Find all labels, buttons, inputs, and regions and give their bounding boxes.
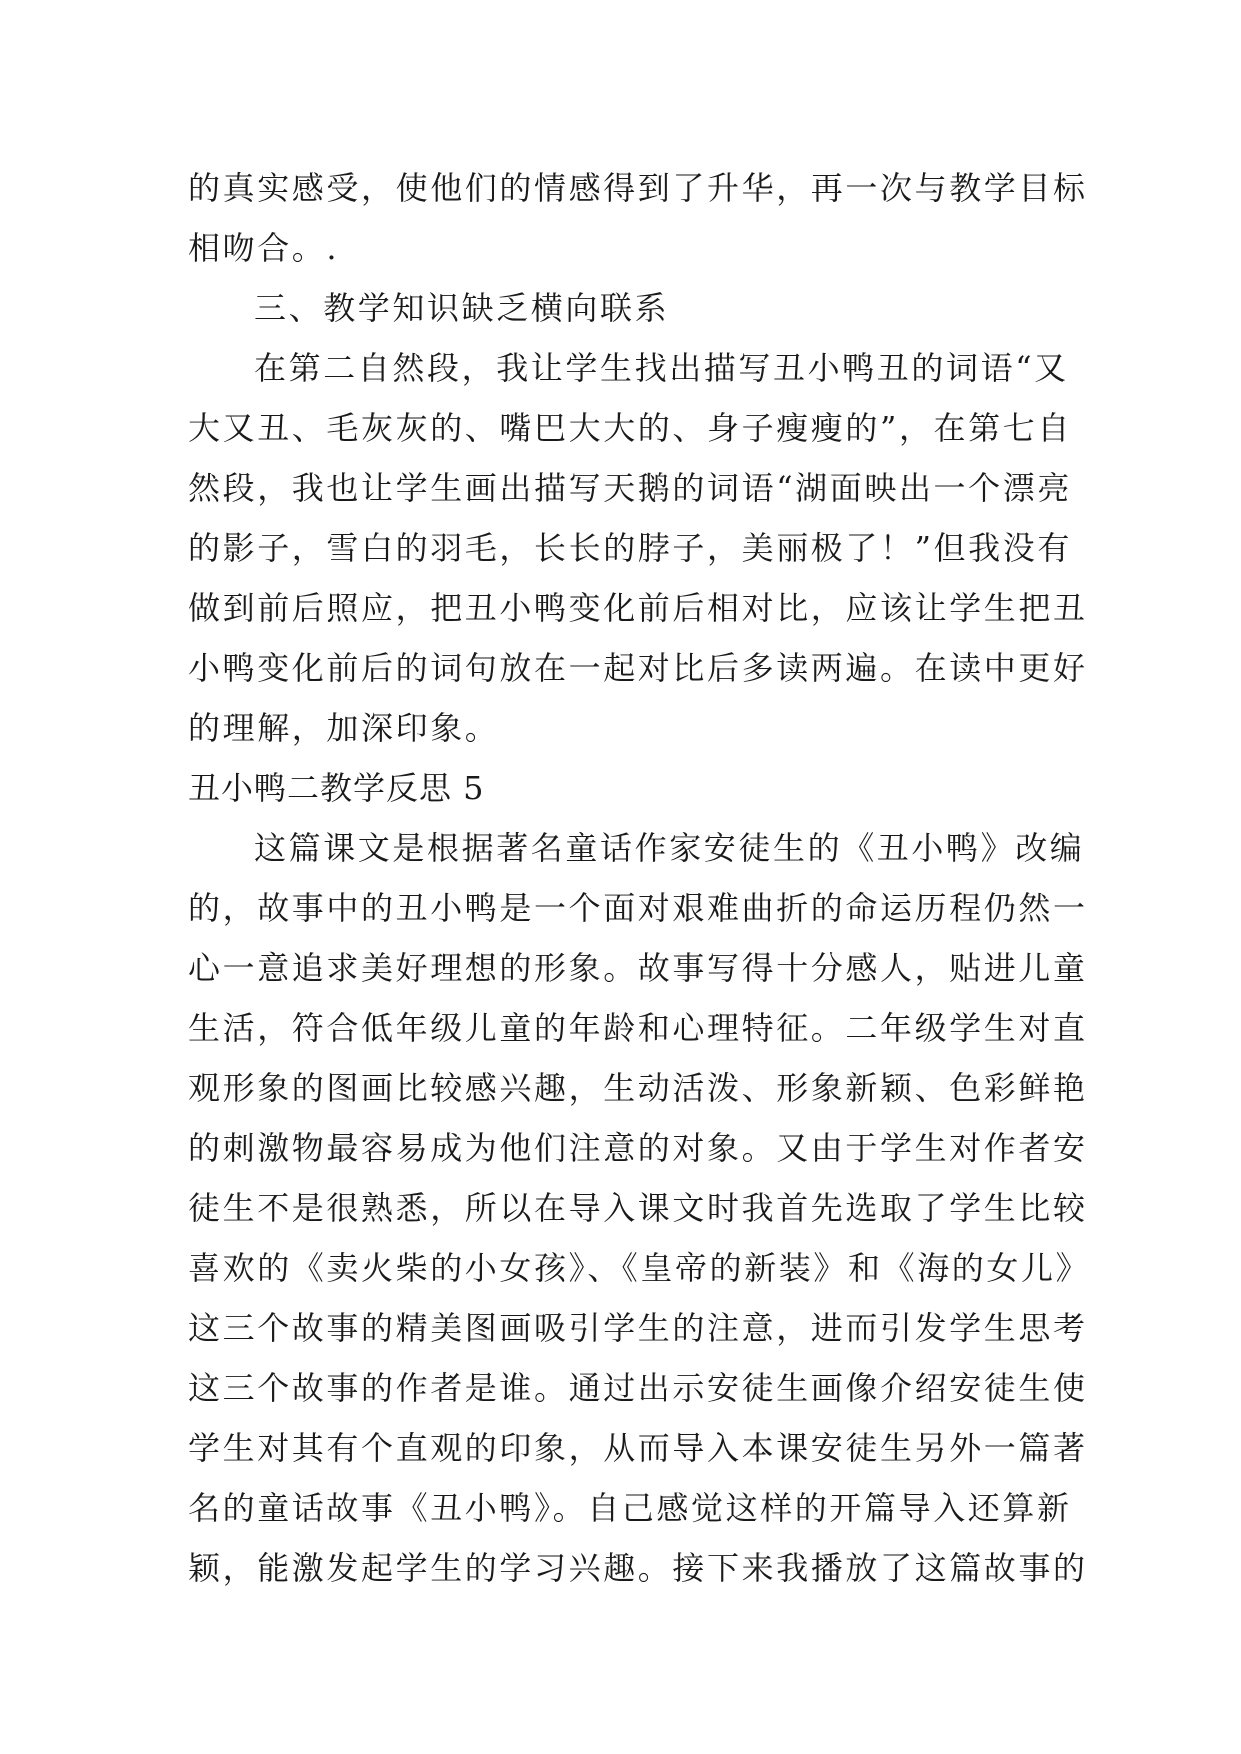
text-line: 大又丑、毛灰灰的、嘴巴大大的、身子瘦瘦的”，在第七自	[188, 409, 1072, 447]
document-body	[188, 158, 1091, 1598]
text-line: 相吻合。.	[188, 229, 340, 267]
text-line: 做到前后照应，把丑小鸭变化前后相对比，应该让学生把丑	[188, 589, 1088, 627]
text-line: 颖，能激发起学生的学习兴趣。接下来我播放了这篇故事的	[188, 1549, 1088, 1587]
text-line: 的理解，加深印象。	[188, 709, 500, 747]
text-line: 学生对其有个直观的印象，从而导入本课安徒生另外一篇著	[188, 1429, 1088, 1467]
article-title: 丑小鸭二教学反思 5	[188, 769, 485, 807]
text-line: 然段，我也让学生画出描写天鹅的词语“湖面映出一个漂亮	[188, 469, 1072, 507]
text-line: 徒生不是很熟悉，所以在导入课文时我首先选取了学生比较	[188, 1189, 1088, 1227]
text-line: 小鸭变化前后的词句放在一起对比后多读两遍。在读中更好	[188, 649, 1088, 687]
text-line: 生活，符合低年级儿童的年龄和心理特征。二年级学生对直	[188, 1009, 1088, 1047]
paragraph-start: 这篇课文是根据著名童话作家安徒生的《丑小鸭》改编	[254, 829, 1085, 867]
text-line: 这三个故事的精美图画吸引学生的注意，进而引发学生思考	[188, 1309, 1088, 1347]
text-line: 的影子，雪白的羽毛，长长的脖子，美丽极了！”但我没有	[188, 529, 1072, 567]
text-line: 的真实感受，使他们的情感得到了升华，再一次与教学目标	[188, 169, 1088, 207]
text-line: 心一意追求美好理想的形象。故事写得十分感人，贴进儿童	[188, 949, 1088, 987]
text-line: 的，故事中的丑小鸭是一个面对艰难曲折的命运历程仍然一	[188, 889, 1088, 927]
section-heading: 三、教学知识缺乏横向联系	[254, 289, 670, 327]
text-line: 的刺激物最容易成为他们注意的对象。又由于学生对作者安	[188, 1129, 1088, 1167]
text-line: 观形象的图画比较感兴趣，生动活泼、形象新颖、色彩鲜艳	[188, 1069, 1088, 1107]
text-line: 喜欢的《卖火柴的小女孩》、《皇帝的新装》和《海的女儿》	[188, 1249, 1091, 1287]
paragraph-start: 在第二自然段，我让学生找出描写丑小鸭丑的词语“又	[254, 349, 1069, 387]
text-line: 这三个故事的作者是谁。通过出示安徒生画像介绍安徒生使	[188, 1369, 1088, 1407]
text-line: 名的童话故事《丑小鸭》。自己感觉这样的开篇导入还算新	[188, 1489, 1072, 1527]
